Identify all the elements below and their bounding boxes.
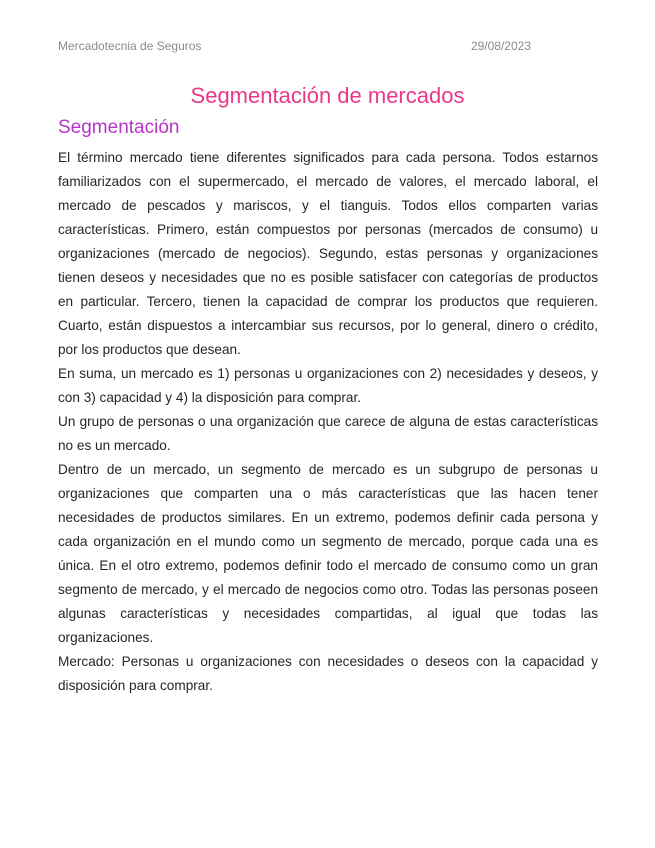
document-body	[58, 146, 598, 698]
paragraph-not-a-market: Un grupo de personas o una organización que carece de alguna de estas características no es un mercado.	[58, 414, 598, 453]
paragraph-market-definition: El término mercado tiene diferentes significados para cada persona. Todos estarnos familiarizados con el supermercado, el mercado de valores, el mercado laboral, el mercado de pescados y mariscos, y el tianguis. Todos ellos comparten varias características. Primero, están compuestos por personas (mercados de consumo) u organizaciones (mercado de negocios). Segundo, estas personas y organizaciones tienen deseos y necesidades que no es posible satisfacer con categorías de productos en particular. Tercero, tienen la capacidad de comprar los productos que requieren. Cuarto, están dispuestos a intercambiar sus recursos, por lo general, dinero o crédito, por los productos que desean.	[58, 150, 598, 357]
section-heading: Segmentación	[58, 117, 180, 138]
paragraph-market-segment: Dentro de un mercado, un segmento de mercado es un subgrupo de personas u organizaciones que comparten una o más características que las hacen tener necesidades de productos similares. En un extremo, podemos definir cada persona y cada organización en el mundo como un segmento de mercado, porque cada una es única. En el otro extremo, podemos definir todo el mercado de consumo como un gran segmento de mercado, y el mercado de negocios como otro. Todas las personas poseen algunas características y necesidades compartidas, al igual que todas las organizaciones.	[58, 462, 598, 645]
header-date: 29/08/2023	[470, 39, 531, 53]
header-course-name: Mercadotecnia de Seguros	[58, 39, 202, 53]
page-header	[58, 39, 531, 53]
paragraph-market-glossary: Mercado: Personas u organizaciones con necesidades o deseos con la capacidad y disposición para comprar.	[58, 654, 598, 693]
paragraph-market-summary: En suma, un mercado es 1) personas u organizaciones con 2) necesidades y deseos, y con 3) capacidad y 4) la disposición para comprar.	[58, 366, 598, 405]
document-title: Segmentación de mercados	[190, 83, 465, 108]
